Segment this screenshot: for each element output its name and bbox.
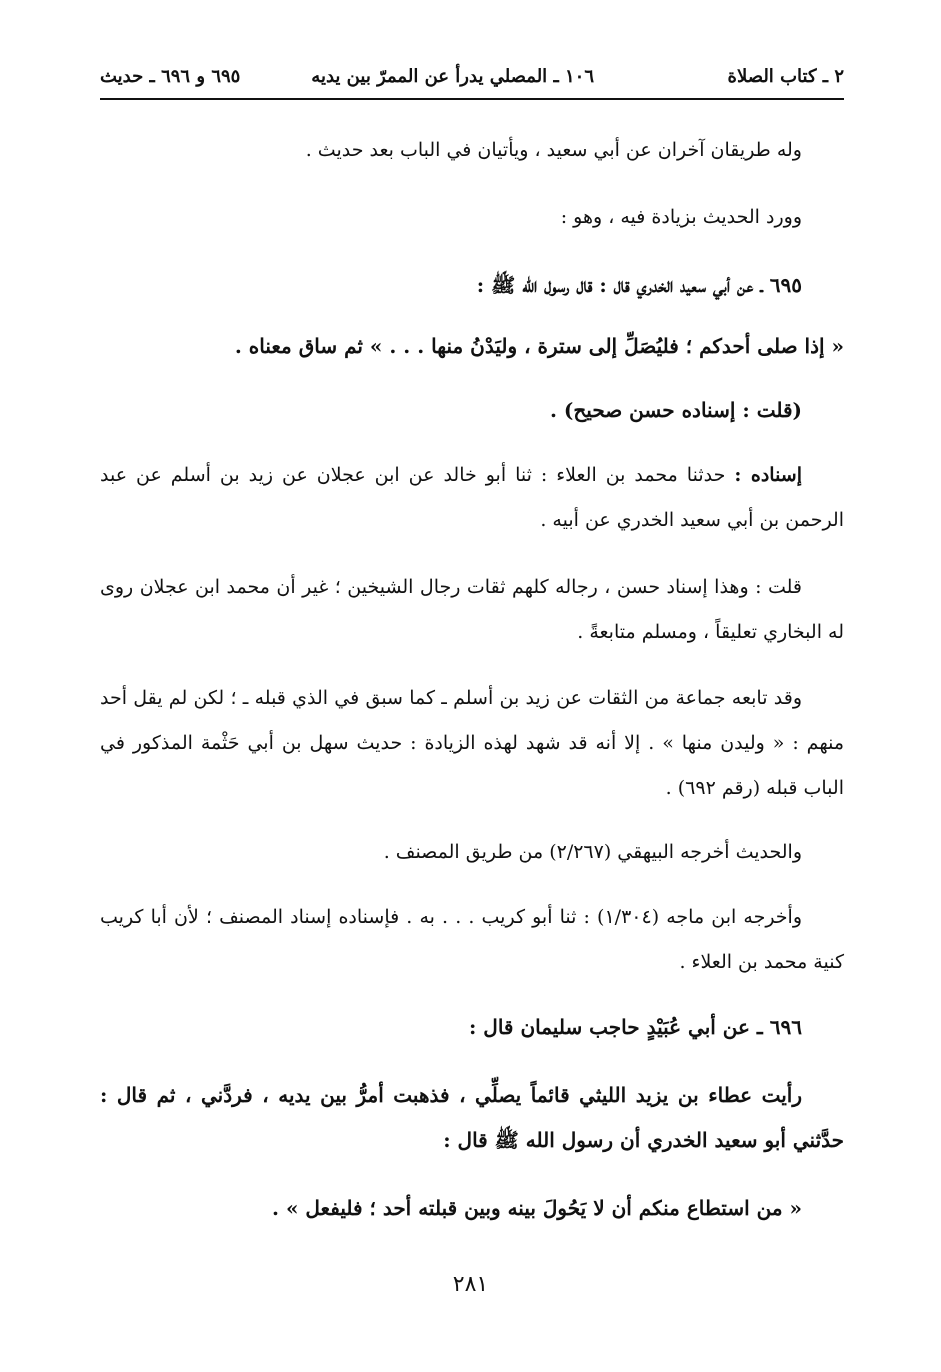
hadith-text: رأيت عطاء بن يزيد الليثي قائماً يصلِّي ، فذهبت أمرُّ بين يديه ، فردَّني ، ثم قال : حدَّثني أبو سعيد الخدري أن رسول الله ﷺ قال : xyxy=(100,1083,844,1152)
paragraph: وأخرجه ابن ماجه (١/٣٠٤) : ثنا أبو كريب . . . به . فإسناده إسناد المصنف ؛ لأن أبا كريب كنية محمد بن العلاء . xyxy=(100,906,844,973)
paragraph: وورد الحديث بزيادة فيه ، وهو : xyxy=(560,206,802,228)
page-body xyxy=(100,58,844,100)
paragraph: وله طريقان آخران عن أبي سعيد ، ويأتيان في الباب بعد حديث . xyxy=(305,139,802,161)
paragraph xyxy=(100,453,844,543)
hadith-text: « من استطاع منكم أن لا يَحُولَ بينه وبين قبلته أحد ؛ فليفعل » . xyxy=(272,1196,802,1220)
paragraph-lead: إسناده : xyxy=(734,464,803,486)
hadith-text: « إذا صلى أحدكم ؛ فليُصَلِّ إلى سترة ، وليَدْنُ منها . . . » ثم ساق معناه . xyxy=(234,334,844,358)
paragraph: قلت : وهذا إسناد حسن ، رجاله كلهم ثقات رجال الشيخين ؛ غير أن محمد ابن عجلان روى له البخاري تعليقاً ، ومسلم متابعةً . xyxy=(100,576,844,643)
paragraph: والحديث أخرجه البيهقي (٢/٢٦٧) من طريق المصنف . xyxy=(383,841,802,863)
hadith-heading: ٦٩٦ ـ عن أبي عُبَيْدٍ حاجب سليمان قال : xyxy=(468,1015,802,1039)
header-hadith-numbers: ٦٩٥ و ٦٩٦ ـ حديث xyxy=(100,66,241,87)
page-number: ٢٨١ xyxy=(452,1272,489,1297)
paragraph: وقد تابعه جماعة من الثقات عن زيد بن أسلم ـ كما سبق في الذي قبله ـ ؛ لكن لم يقل أحد منهم : « وليدن منها » . إلا أنه قد شهد لهذه الزيادة : حديث سهل بن أبي حَثْمة المذكور في الباب قبله (رقم ٦٩٢) . xyxy=(100,687,844,799)
paragraph-text: حدثنا محمد بن العلاء : ثنا أبو خالد عن ابن عجلان عن زيد بن أسلم عن عبد الرحمن بن أبي سعيد الخدري عن أبيه . xyxy=(100,464,844,531)
header-chapter-title: ١٠٦ ـ المصلي يدرأ عن الممرّ بين يديه xyxy=(311,66,594,87)
verdict: (قلت : إسناده حسن صحيح) . xyxy=(549,398,802,422)
running-header xyxy=(100,58,844,100)
hadith-heading: ٦٩٥ ـ عن أبي سعيد الخدري قال : قال رسول الله ﷺ : xyxy=(476,273,802,297)
header-book-title: ٢ ـ كتاب الصلاة xyxy=(727,66,844,87)
